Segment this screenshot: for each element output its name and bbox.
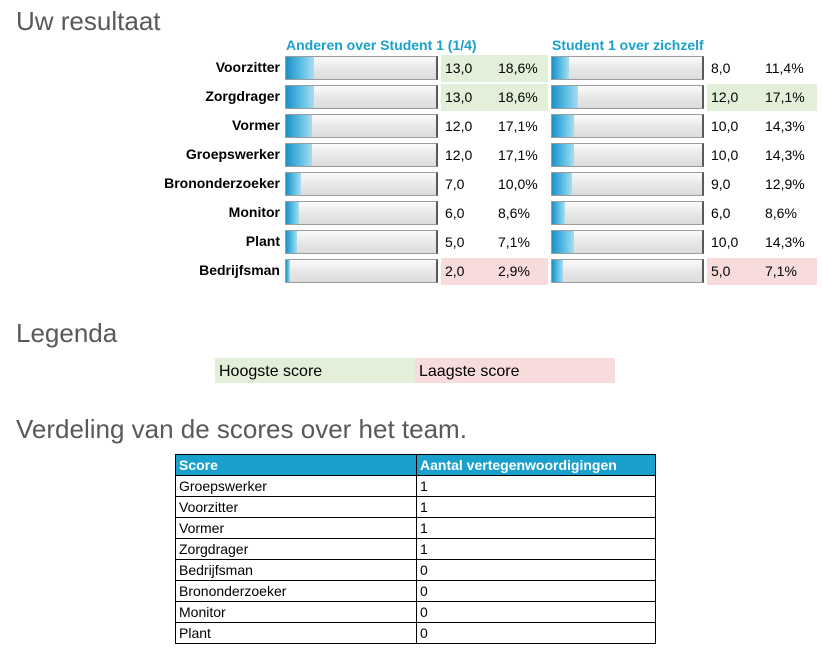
others-bar xyxy=(285,56,438,80)
self-bar xyxy=(551,143,704,167)
others-bar-fill xyxy=(286,144,312,166)
others-percent: 8,6% xyxy=(498,205,530,221)
table-row xyxy=(176,602,656,623)
score-count-cell: 1 xyxy=(417,476,656,497)
others-bar-fill xyxy=(286,115,312,137)
others-bar-fill xyxy=(286,202,299,224)
others-percent: 2,9% xyxy=(498,263,530,279)
table-row xyxy=(176,518,656,539)
others-bar-fill xyxy=(286,173,301,195)
others-value: 13,0 xyxy=(445,60,473,76)
score-name-cell: Vormer xyxy=(176,518,417,539)
score-count-cell: 0 xyxy=(417,581,656,602)
others-percent: 17,1% xyxy=(498,118,538,134)
self-bar-fill xyxy=(552,86,578,108)
others-bar-fill xyxy=(286,231,297,253)
row-label: Brononderzoeker xyxy=(164,175,280,191)
score-count-cell: 0 xyxy=(417,623,656,644)
others-percent: 18,6% xyxy=(498,89,538,105)
others-percent: 17,1% xyxy=(498,147,538,163)
others-bar xyxy=(285,172,438,196)
self-percent: 12,9% xyxy=(765,176,805,192)
others-value: 5,0 xyxy=(445,234,465,250)
self-value: 8,0 xyxy=(711,60,731,76)
score-name-cell: Monitor xyxy=(176,602,417,623)
header-count: Aantal vertegenwoordigingen xyxy=(417,455,656,476)
score-name-cell: Bedrijfsman xyxy=(176,560,417,581)
table-row xyxy=(176,497,656,518)
others-bar xyxy=(285,85,438,109)
self-percent: 7,1% xyxy=(765,263,797,279)
column-header-others: Anderen over Student 1 (1/4) xyxy=(286,37,477,53)
legend-low: Laagste score xyxy=(415,358,615,383)
others-bar-fill xyxy=(286,260,290,282)
score-name-cell: Groepswerker xyxy=(176,476,417,497)
table-row xyxy=(176,560,656,581)
legend-high: Hoogste score xyxy=(215,358,415,383)
score-name-cell: Brononderzoeker xyxy=(176,581,417,602)
row-label: Plant xyxy=(245,233,280,249)
self-value: 10,0 xyxy=(711,234,739,250)
others-value: 2,0 xyxy=(445,263,465,279)
score-name-cell: Voorzitter xyxy=(176,497,417,518)
others-value: 12,0 xyxy=(445,147,473,163)
others-bar xyxy=(285,201,438,225)
legend-title: Legenda xyxy=(16,318,118,348)
self-percent: 14,3% xyxy=(765,118,805,134)
self-bar xyxy=(551,114,704,138)
distribution-title: Verdeling van de scores over het team. xyxy=(16,414,467,444)
self-value: 10,0 xyxy=(711,147,739,163)
row-label: Vormer xyxy=(232,117,280,133)
page-title: Uw resultaat xyxy=(16,6,161,36)
self-value: 5,0 xyxy=(711,263,731,279)
score-count-cell: 0 xyxy=(417,560,656,581)
column-header-self: Student 1 over zichzelf xyxy=(552,37,704,53)
header-score: Score xyxy=(176,455,417,476)
others-bar-fill xyxy=(286,57,314,79)
self-bar-fill xyxy=(552,202,565,224)
table-row xyxy=(176,476,656,497)
others-percent: 10,0% xyxy=(498,176,538,192)
others-value: 6,0 xyxy=(445,205,465,221)
others-bar xyxy=(285,143,438,167)
row-label: Voorzitter xyxy=(215,59,280,75)
row-label: Bedrijfsman xyxy=(199,262,280,278)
self-bar-fill xyxy=(552,57,569,79)
others-bar xyxy=(285,259,438,283)
self-percent: 11,4% xyxy=(765,60,804,76)
table-row xyxy=(176,623,656,644)
row-label: Zorgdrager xyxy=(205,88,280,104)
self-bar xyxy=(551,56,704,80)
others-bar xyxy=(285,230,438,254)
others-bar xyxy=(285,114,438,138)
self-bar-fill xyxy=(552,144,574,166)
self-bar-fill xyxy=(552,173,572,195)
self-percent: 14,3% xyxy=(765,147,805,163)
score-name-cell: Plant xyxy=(176,623,417,644)
self-percent: 14,3% xyxy=(765,234,805,250)
score-count-cell: 0 xyxy=(417,602,656,623)
row-label: Monitor xyxy=(228,204,280,220)
self-bar xyxy=(551,172,704,196)
distribution-table xyxy=(175,454,656,644)
self-value: 12,0 xyxy=(711,89,739,105)
self-value: 9,0 xyxy=(711,176,731,192)
others-value: 12,0 xyxy=(445,118,473,134)
others-bar-fill xyxy=(286,86,314,108)
others-value: 13,0 xyxy=(445,89,473,105)
self-percent: 8,6% xyxy=(765,205,797,221)
self-bar xyxy=(551,259,704,283)
self-bar-fill xyxy=(552,260,563,282)
self-value: 10,0 xyxy=(711,118,739,134)
others-value: 7,0 xyxy=(445,176,465,192)
self-bar xyxy=(551,230,704,254)
row-label: Groepswerker xyxy=(185,146,280,162)
self-bar xyxy=(551,85,704,109)
self-bar-fill xyxy=(552,115,574,137)
score-count-cell: 1 xyxy=(417,539,656,560)
self-percent: 17,1% xyxy=(765,89,805,105)
self-bar xyxy=(551,201,704,225)
table-row xyxy=(176,581,656,602)
self-bar-fill xyxy=(552,231,574,253)
self-value: 6,0 xyxy=(711,205,731,221)
table-row xyxy=(176,539,656,560)
score-count-cell: 1 xyxy=(417,497,656,518)
others-percent: 7,1% xyxy=(498,234,530,250)
score-name-cell: Zorgdrager xyxy=(176,539,417,560)
distribution-header-row xyxy=(176,455,656,476)
score-count-cell: 1 xyxy=(417,518,656,539)
others-percent: 18,6% xyxy=(498,60,538,76)
